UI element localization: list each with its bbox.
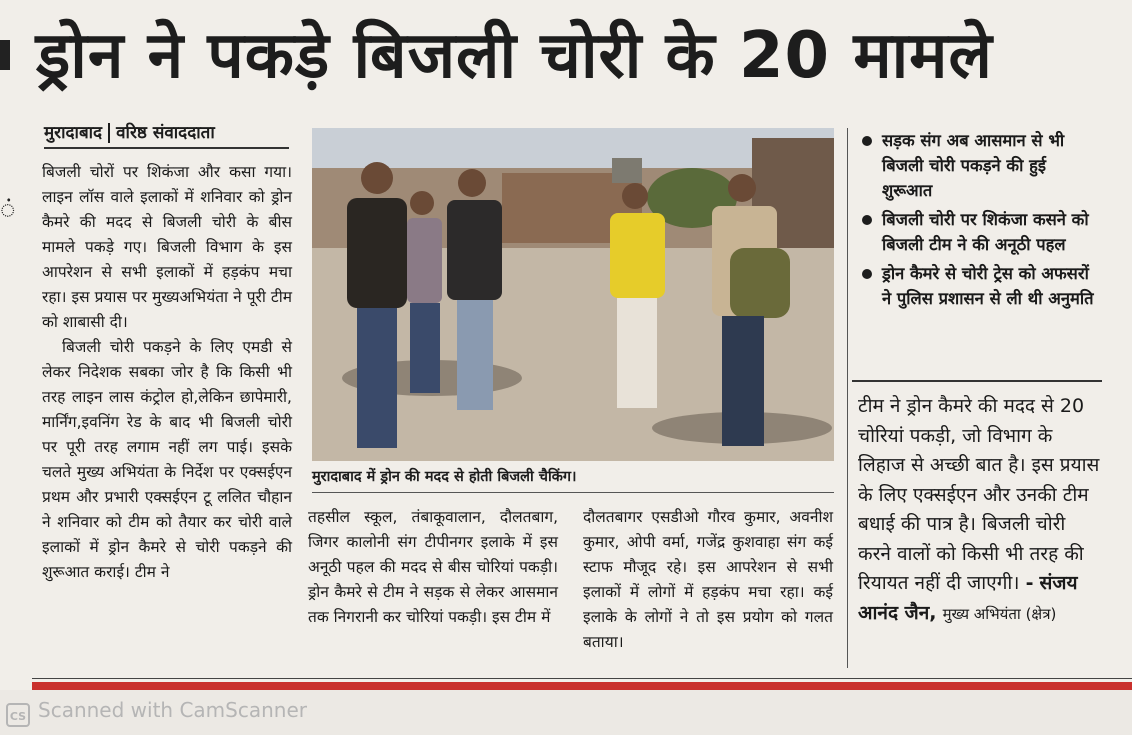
highlight-text: बिजली चोरी पर शिकंजा कसने को बिजली टीम ने की अनूठी पहल [882, 210, 1089, 254]
byline-place: मुरादाबाद [44, 123, 103, 143]
adjacent-article-glyph: ं [0, 195, 16, 225]
sidebar-divider [847, 128, 848, 668]
adjacent-article-edge [0, 40, 10, 70]
news-photo [312, 128, 834, 461]
photo-caption: मुरादाबाद में ड्रोन की मदद से होती बिजली चैकिंग। [312, 469, 577, 485]
article-paragraph-1: बिजली चोरों पर शिकंजा और कसा गया। लाइन लॉस वाले इलाकों में शनिवार को ड्रोन कैमरे की मदद से बिजली चोरी के बीस मामले पकड़े गए। बिजली विभाग के इस आपरेशन से सभी इलाकों में हड़कंप मचा रहा। इस प्रयास पर मुख्यअभियंता ने पूरी टीम को शाबासी दी। [42, 163, 292, 331]
highlight-item [858, 207, 1098, 257]
bullet-icon [862, 136, 872, 146]
news-photo-illustration [312, 128, 834, 461]
bullet-icon [862, 269, 872, 279]
official-quote [858, 392, 1103, 629]
scan-watermark-text: Scanned with CamScanner [38, 698, 307, 722]
highlights-list [858, 128, 1098, 315]
highlight-item [858, 128, 1098, 203]
caption-rule [312, 492, 834, 493]
page-bottom-accent-bar [32, 682, 1132, 690]
headline: ड्रोन ने पकड़े बिजली चोरी के 20 मामले [36, 19, 993, 93]
bullet-icon [862, 215, 872, 225]
camscanner-logo-icon: CS [6, 703, 30, 727]
article-column-1 [42, 160, 292, 585]
article-paragraph-2: बिजली चोरी पकड़ने के लिए एमडी से लेकर निदेशक सबका जोर है कि किसी भी तरह लाइन लास कंट्रोल हो,लेकिन छापेमारी, मार्निंग,इवनिंग रेड के बाद भी बिजली चोरी पर पूरी तरह लगाम नहीं लग पाई। इसके चलते मुख्य अभियंता के निर्देश पर एक्सईएन प्रथम और प्रभारी एक्सईएन टू ललित चौहान ने शनिवार को टीम को तैयार कर चोरी वाले इलाकों में ड्रोन कैमरे से चोरी पकड़ने की शुरूआत कराई। टीम ने [42, 338, 292, 581]
highlight-item [858, 261, 1098, 311]
page-bottom-rule [32, 678, 1132, 679]
quote-author: संजय आनंद जैन, [858, 572, 1078, 624]
quote-text: टीम ने ड्रोन कैमरे की मदद से 20 चोरियां पकड़ी, जो विभाग के लिहाज से अच्छी बात है। इस प्रयास के लिए एक्सईएन और उनकी टीम बधाई की पात्र है। बिजली चोरी करने वालों को किसी भी तरह की रियायत नहीं दी जाएगी। [858, 395, 1100, 594]
highlight-text: ड्रोन कैमरे से चोरी ट्रेस को अफसरों ने पुलिस प्रशासन से ली थी अनुमति [882, 264, 1094, 308]
article-column-3: दौलतबागर एसडीओ गौरव कुमार, अवनीश कुमार, ओपी वर्मा, गजेंद्र कुशवाहा संग कई स्टाफ मौजूद रहे। इस आपरेशन से सभी इलाकों में लोगों में हड़कंप मचा रहा। कई इलाके के लोगों ने तो इस प्रयोग को गलत बताया। [583, 508, 833, 651]
quote-dash: - [1025, 572, 1034, 594]
highlight-text: सड़क संग अब आसमान से भी बिजली चोरी पकड़ने की हुई शुरूआत [882, 131, 1065, 200]
quote-author-role: मुख्य अभियंता (क्षेत्र) [942, 604, 1057, 623]
byline-separator [108, 123, 110, 143]
byline [44, 120, 215, 143]
byline-reporter: वरिष्ठ संवाददाता [116, 123, 215, 143]
byline-rule [44, 147, 289, 149]
quote-rule [852, 380, 1102, 382]
article-column-2: तहसील स्कूल, तंबाकूवालान, दौलतबाग, जिगर कालोनी संग टीपीनगर इलाके में इस अनूठी पहल की मदद से बीस चोरियां पकड़ी। ड्रोन कैमरे से टीम ने सड़क से लेकर आसमान तक निगरानी कर चोरियां पकड़ी। इस टीम में [308, 508, 558, 626]
